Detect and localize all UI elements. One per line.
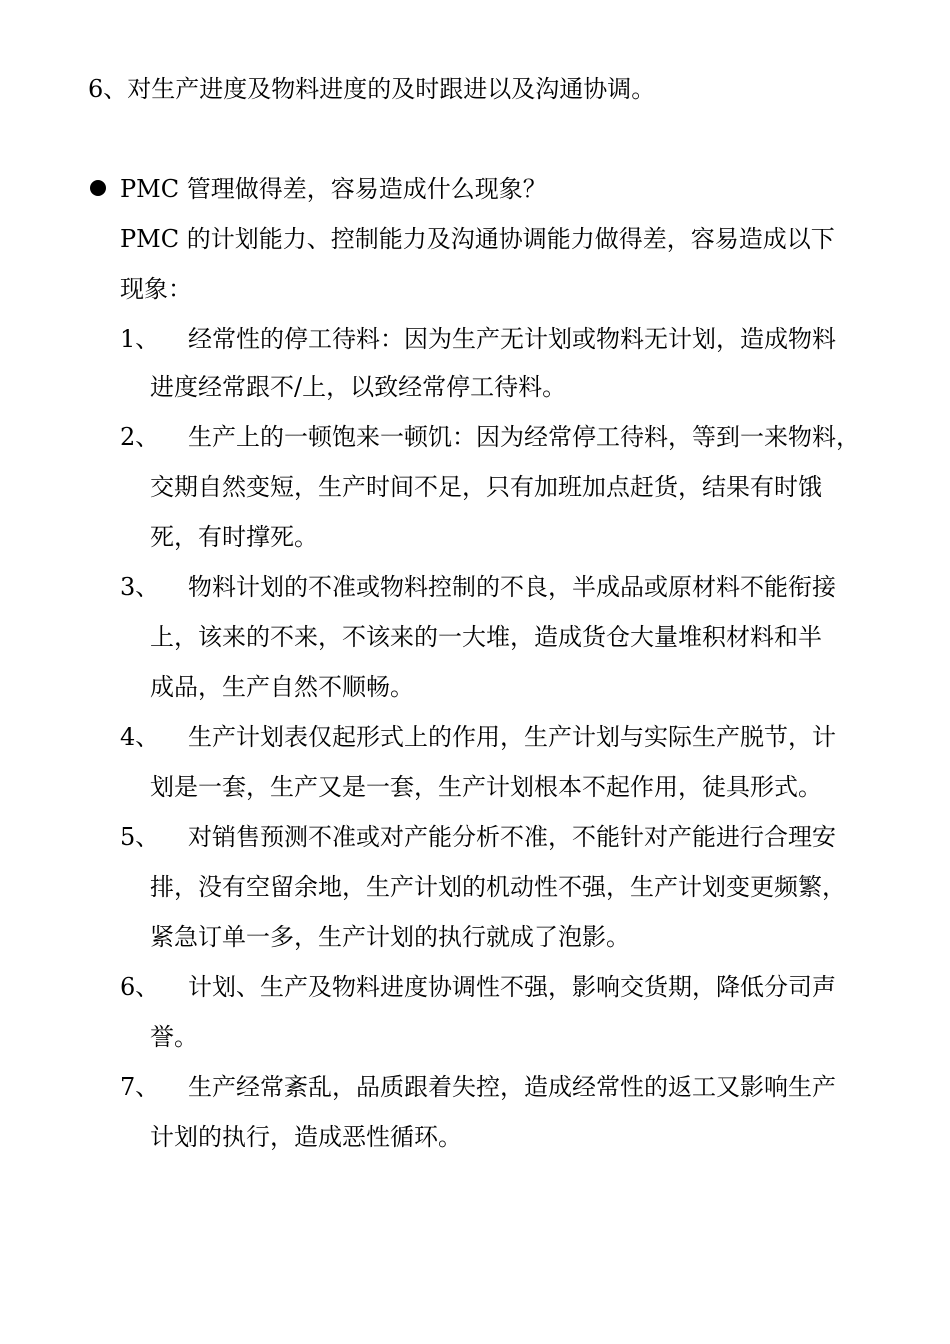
list-item-text: 生产经常紊乱，品质跟着失控，造成经常性的返工又影响生产	[188, 1073, 836, 1101]
list-item-text: 经常性的停工待料：因为生产无计划或物料无计划，造成物料	[188, 325, 836, 353]
list-item-number: 3、	[120, 573, 160, 601]
list-item-text: 对销售预测不准或对产能分析不准，不能针对产能进行合理安	[188, 823, 836, 851]
list-item-text: 成品，生产自然不顺畅。	[150, 673, 414, 701]
list-item-text: 紧急订单一多，生产计划的执行就成了泡影。	[150, 923, 630, 951]
list-item-number: 4、	[120, 723, 160, 751]
list-item-text: 物料计划的不准或物料控制的不良，半成品或原材料不能衔接	[188, 573, 836, 601]
bullet-dot-icon	[90, 180, 106, 196]
list-item-text: 生产上的一顿饱来一顿饥：因为经常停工待料，等到一来物料，	[188, 423, 860, 451]
list-item-number: 2、	[120, 423, 160, 451]
list-item-text: 划是一套，生产又是一套，生产计划根本不起作用，徒具形式。	[150, 773, 822, 801]
list-item-text: 上，该来的不来，不该来的一大堆，造成货仓大量堆积材料和半	[150, 623, 822, 651]
list-item-text: 誉。	[150, 1023, 198, 1051]
section-lead-line: 现象：	[120, 275, 192, 303]
list-item-text: 交期自然变短，生产时间不足，只有加班加点赶货，结果有时饿	[150, 473, 822, 501]
list-item-text: 进度经常跟不/上，以致经常停工待料。	[150, 373, 567, 401]
section-lead-line: PMC 的计划能力、控制能力及沟通协调能力做得差，容易造成以下	[120, 225, 835, 253]
list-item-text: 排，没有空留余地，生产计划的机动性不强，生产计划变更频繁，	[150, 873, 846, 901]
list-item-text: 生产计划表仅起形式上的作用，生产计划与实际生产脱节，计	[188, 723, 836, 751]
list-item-number: 6、	[120, 973, 160, 1001]
list-item-number: 1、	[120, 325, 160, 353]
list-item-text: 死，有时撑死。	[150, 523, 318, 551]
list-item-text: 计划的执行，造成恶性循环。	[150, 1123, 462, 1151]
list-item-text: 计划、生产及物料进度协调性不强，影响交货期，降低分司声	[188, 973, 836, 1001]
list-item-number: 5、	[120, 823, 160, 851]
section-heading: PMC 管理做得差，容易造成什么现象？	[120, 175, 547, 203]
list-item-number: 7、	[120, 1073, 160, 1101]
intro-item: 6、对生产进度及物料进度的及时跟进以及沟通协调。	[88, 75, 656, 103]
